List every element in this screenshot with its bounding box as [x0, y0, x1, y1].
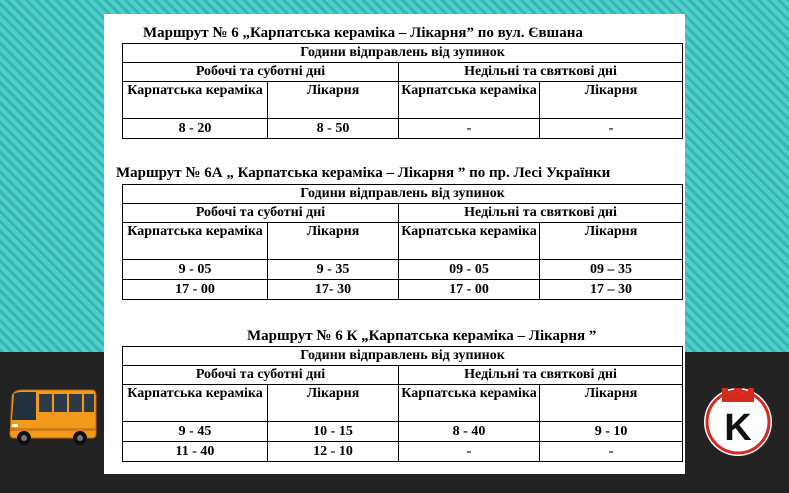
weekday-header: Робочі та суботні дні	[123, 204, 399, 223]
stop-header: Карпатська кераміка	[123, 82, 268, 119]
table-header: Години відправлень від зупинок	[123, 185, 683, 204]
stop-header: Карпатська кераміка	[399, 385, 540, 422]
departure-time: 9 - 45	[123, 422, 268, 442]
weekday-header: Робочі та суботні дні	[123, 366, 399, 385]
table-row	[123, 442, 683, 462]
stop-header: Лікарня	[540, 385, 683, 422]
table-row	[123, 119, 683, 139]
departure-time: 17 - 00	[399, 280, 540, 300]
table-row	[123, 260, 683, 280]
stop-header: Карпатська кераміка	[123, 223, 268, 260]
route-6-table	[122, 43, 683, 139]
stop-header: Лікарня	[268, 223, 399, 260]
stop-header: Карпатська кераміка	[399, 82, 540, 119]
table-header: Години відправлень від зупинок	[123, 44, 683, 63]
route-6k-title: Маршрут № 6 К „Карпатська кераміка – Лікарня ”	[247, 328, 597, 344]
stop-header: Лікарня	[540, 223, 683, 260]
departure-time: 09 – 35	[540, 260, 683, 280]
route-6a-table	[122, 184, 683, 300]
castle-k-logo-icon	[700, 382, 776, 458]
stop-header: Лікарня	[268, 82, 399, 119]
stop-header: Лікарня	[268, 385, 399, 422]
departure-time: 9 - 10	[540, 422, 683, 442]
route-6a-title: Маршрут № 6А „ Карпатська кераміка – Лікарня ” по пр. Лесі Українки	[116, 165, 611, 181]
departure-time: 11 - 40	[123, 442, 268, 462]
route-6k-table	[122, 346, 683, 462]
stop-header: Лікарня	[540, 82, 683, 119]
departure-time: 12 - 10	[268, 442, 399, 462]
departure-time: 17- 30	[268, 280, 399, 300]
departure-time: 8 - 20	[123, 119, 268, 139]
departure-time: 9 - 35	[268, 260, 399, 280]
departure-time: -	[540, 119, 683, 139]
departure-time: -	[399, 442, 540, 462]
holiday-header: Недільні та святкові дні	[399, 366, 683, 385]
weekday-header: Робочі та суботні дні	[123, 63, 399, 82]
table-row	[123, 280, 683, 300]
departure-time: 17 - 00	[123, 280, 268, 300]
bus-icon	[6, 386, 98, 448]
departure-time: 10 - 15	[268, 422, 399, 442]
table-header: Години відправлень від зупинок	[123, 347, 683, 366]
holiday-header: Недільні та святкові дні	[399, 204, 683, 223]
departure-time: -	[399, 119, 540, 139]
logo-letter: K	[724, 407, 752, 449]
departure-time: 8 - 50	[268, 119, 399, 139]
stop-header: Карпатська кераміка	[399, 223, 540, 260]
departure-time: 09 - 05	[399, 260, 540, 280]
holiday-header: Недільні та святкові дні	[399, 63, 683, 82]
route-6-title: Маршрут № 6 „Карпатська кераміка – Лікарня” по вул. Євшана	[143, 25, 583, 41]
departure-time: 17 – 30	[540, 280, 683, 300]
departure-time: -	[540, 442, 683, 462]
departure-time: 9 - 05	[123, 260, 268, 280]
stop-header: Карпатська кераміка	[123, 385, 268, 422]
table-row	[123, 422, 683, 442]
departure-time: 8 - 40	[399, 422, 540, 442]
